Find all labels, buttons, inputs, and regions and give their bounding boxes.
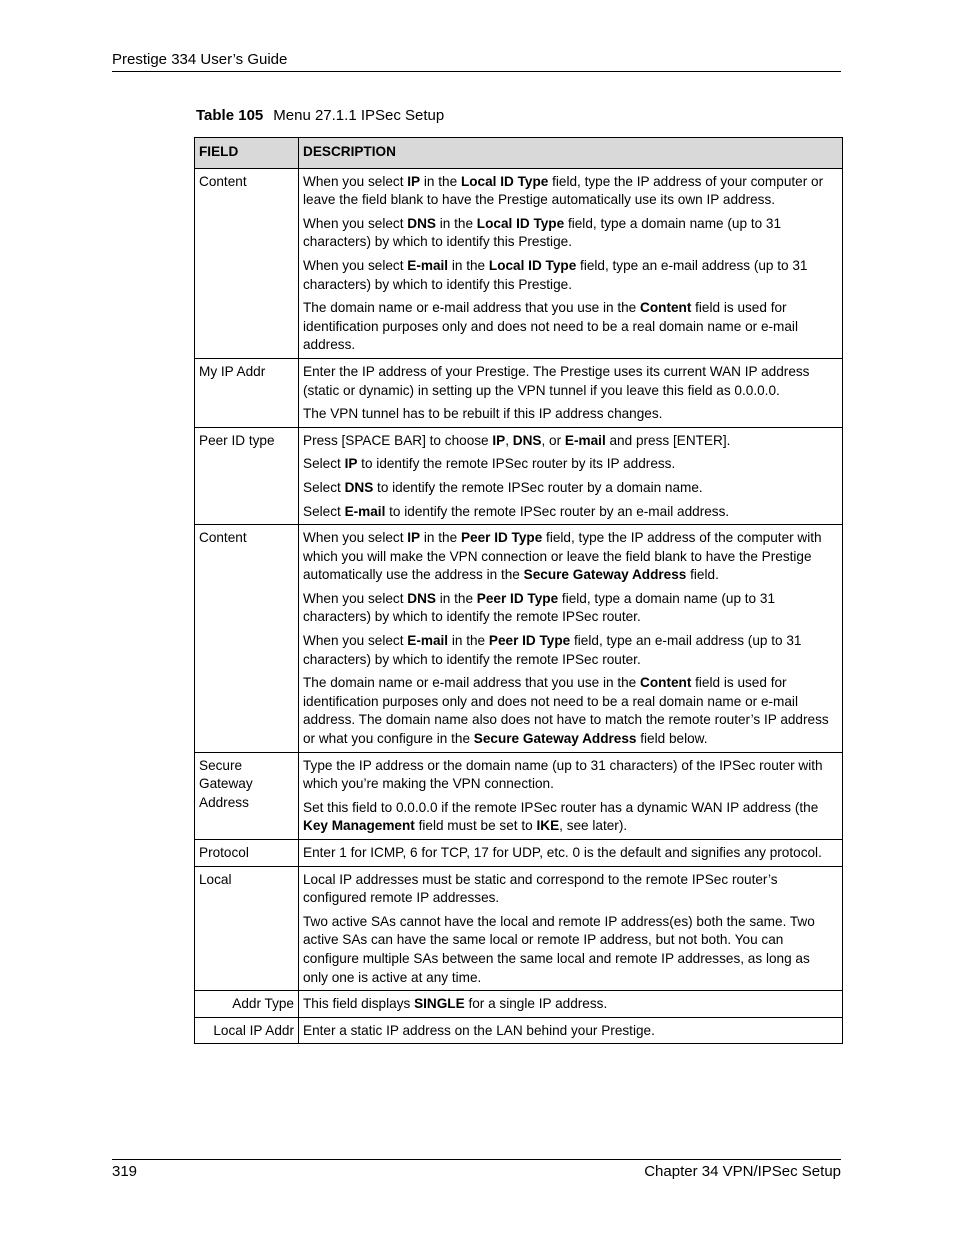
description-text: field, type the IP address of the computer with which you will make the VPN connection or leave the field blank to have the Prestige automatically use the address in the (303, 530, 822, 583)
description-paragraph (303, 363, 838, 400)
description-text: field, type an e-mail address (up to 31 characters) by which to identify this Prestige. (303, 257, 808, 292)
description-text: field is used for identification purposes only and does not need to be a real domain name or e-mail address. (303, 300, 798, 353)
table-body (195, 168, 843, 1044)
description-text: field. (686, 567, 719, 583)
bold-term: Content (640, 300, 692, 316)
description-text: in the (420, 530, 461, 546)
description-paragraph (303, 257, 838, 294)
description-text: Select (303, 456, 345, 472)
description-text: field is used for identification purposes only and does not need to be a real domain name or e-mail address. The domain name also does not have to match the remote router’s IP address or what you configure in the (303, 675, 829, 747)
description-text: field, type the IP address of your computer or leave the field blank to have the Prestige automatically use its own IP address. (303, 173, 824, 208)
description-text: Select (303, 503, 345, 519)
description-text: field, type a domain name (up to 31 characters) by which to identify the remote IPSec router. (303, 590, 776, 625)
description-text: When you select (303, 633, 408, 649)
table-caption-text: Menu 27.1.1 IPSec Setup (273, 107, 445, 124)
guide-title: Prestige 334 User’s Guide (112, 51, 288, 68)
description-paragraph (303, 503, 838, 522)
description-text: , (505, 432, 513, 448)
description-text: , see later). (559, 818, 628, 834)
description-text: The domain name or e-mail address that you use in the (303, 300, 641, 316)
field-name-cell: Peer ID type (195, 427, 299, 524)
field-name-cell: Local (195, 866, 299, 991)
description-paragraph (303, 1022, 838, 1041)
page-number: 319 (112, 1163, 138, 1180)
description-text: in the (435, 590, 477, 606)
description-text: Set this field to 0.0.0.0 if the remote IPSec router has a dynamic WAN IP address (the (303, 799, 819, 815)
bold-term: IP (407, 173, 421, 189)
table-row (195, 840, 843, 867)
description-cell (299, 525, 843, 753)
description-text: in the (420, 173, 461, 189)
table-row (195, 752, 843, 839)
description-paragraph (303, 405, 838, 424)
bold-term: Secure Gateway Address (473, 731, 637, 747)
table-caption-label: Table 105 (196, 107, 264, 124)
bold-term: E-mail (564, 432, 606, 448)
description-text: The VPN tunnel has to be rebuilt if this IP address changes. (303, 406, 663, 422)
bold-term: E-mail (344, 503, 386, 519)
bold-term: Secure Gateway Address (523, 567, 687, 583)
description-text: , or (541, 432, 565, 448)
description-cell (299, 427, 843, 524)
field-name-cell: Addr Type (195, 991, 299, 1018)
description-text: When you select (303, 215, 408, 231)
description-text: field, type an e-mail address (up to 31 characters) by which to identify the remote IPSec router. (303, 633, 802, 667)
description-text: field, type a domain name (up to 31 characters) by which to identify this Prestige. (303, 215, 782, 250)
description-paragraph (303, 632, 838, 669)
description-text: field below. (636, 731, 708, 747)
description-cell (299, 991, 843, 1018)
description-text: Two active SAs cannot have the local and remote IP address(es) both the same. Two active SAs can have the same local or remote IP address, but not both. You can configure multiple SAs between the same local and remote IP addresses, as long as only one is active at any time. (303, 913, 815, 985)
description-text: in the (448, 633, 489, 649)
description-text: to identify the remote IPSec router by an e-mail address. (385, 503, 730, 519)
bold-term: IKE (536, 818, 560, 834)
table-caption (196, 107, 444, 125)
bold-term: Peer ID Type (460, 530, 543, 546)
bold-term: Key Management (303, 818, 415, 834)
bold-term: DNS (407, 590, 436, 606)
description-paragraph (303, 995, 838, 1014)
description-text: When you select (303, 173, 408, 189)
description-text: to identify the remote IPSec router by a domain name. (373, 479, 703, 495)
table-row (195, 991, 843, 1018)
description-cell (299, 358, 843, 427)
description-paragraph (303, 173, 838, 210)
description-paragraph (303, 871, 838, 908)
description-text: Enter 1 for ICMP, 6 for TCP, 17 for UDP, etc. 0 is the default and signifies any protocol. (303, 845, 822, 860)
bold-term: DNS (512, 432, 542, 448)
field-name-cell: Protocol (195, 840, 299, 867)
description-paragraph (303, 913, 838, 987)
chapter-title: Chapter 34 VPN/IPSec Setup (644, 1163, 841, 1180)
bold-term: DNS (407, 215, 436, 231)
description-paragraph (303, 215, 838, 252)
table-row (195, 168, 843, 358)
description-paragraph (303, 529, 838, 585)
field-name-cell: Content (195, 525, 299, 753)
bold-term: IP (407, 530, 421, 546)
description-paragraph (303, 844, 838, 863)
table-row (195, 866, 843, 991)
bold-term: Content (640, 675, 692, 691)
description-text: Enter a static IP address on the LAN behind your Prestige. (303, 1022, 655, 1038)
description-text: The domain name or e-mail address that you use in the (303, 675, 641, 691)
field-name-cell: Secure Gateway Address (195, 752, 299, 839)
bold-term: Local ID Type (460, 173, 549, 189)
description-paragraph (303, 799, 838, 836)
description-paragraph (303, 674, 838, 748)
column-header-field: FIELD (195, 138, 299, 169)
bold-term: DNS (344, 479, 374, 495)
table-row (195, 358, 843, 427)
description-text: in the (448, 257, 489, 273)
description-cell (299, 752, 843, 839)
description-text: field must be set to (414, 818, 537, 834)
description-paragraph (303, 299, 838, 355)
description-paragraph (303, 757, 838, 794)
table-header-row (195, 138, 843, 169)
bold-term: Local ID Type (476, 215, 565, 231)
bold-term: E-mail (407, 633, 449, 649)
description-text: This field displays (303, 996, 415, 1012)
description-paragraph (303, 455, 838, 474)
column-header-description: DESCRIPTION (299, 138, 843, 169)
ipsec-setup-table (194, 137, 843, 1044)
description-text: in the (435, 215, 477, 231)
table-row (195, 1017, 843, 1044)
bold-term: Peer ID Type (488, 633, 571, 649)
description-text: Press [SPACE BAR] to choose (303, 432, 493, 448)
description-cell (299, 1017, 843, 1044)
description-text: When you select (303, 257, 408, 273)
description-text: When you select (303, 530, 408, 546)
description-text: Select (303, 479, 345, 495)
field-name-cell: My IP Addr (195, 358, 299, 427)
description-cell (299, 168, 843, 358)
description-paragraph (303, 479, 838, 498)
table-row (195, 525, 843, 753)
table-row (195, 427, 843, 524)
bold-term: SINGLE (414, 996, 465, 1012)
bold-term: IP (344, 456, 358, 472)
description-text: Type the IP address or the domain name (up to 31 characters) of the IPSec router with which you’re making the VPN connection. (303, 757, 823, 792)
description-text: and press [ENTER]. (605, 432, 731, 448)
field-name-cell: Content (195, 168, 299, 358)
description-paragraph (303, 432, 838, 451)
description-paragraph (303, 590, 838, 627)
description-text: for a single IP address. (464, 996, 608, 1012)
description-text: When you select (303, 590, 408, 606)
description-cell (299, 866, 843, 991)
description-text: Enter the IP address of your Prestige. The Prestige uses its current WAN IP address (static or dynamic) in setting up the VPN tunnel if you leave this field as 0.0.0.0. (303, 363, 810, 398)
running-footer (112, 1159, 841, 1181)
description-text: to identify the remote IPSec router by its IP address. (357, 456, 676, 472)
bold-term: Peer ID Type (476, 590, 559, 606)
description-cell (299, 840, 843, 867)
running-header (112, 51, 841, 72)
bold-term: Local ID Type (488, 257, 577, 273)
bold-term: IP (492, 432, 506, 448)
bold-term: E-mail (407, 257, 449, 273)
description-text: Local IP addresses must be static and correspond to the remote IPSec router’s configured remote IP addresses. (303, 871, 778, 906)
field-name-cell: Local IP Addr (195, 1017, 299, 1044)
